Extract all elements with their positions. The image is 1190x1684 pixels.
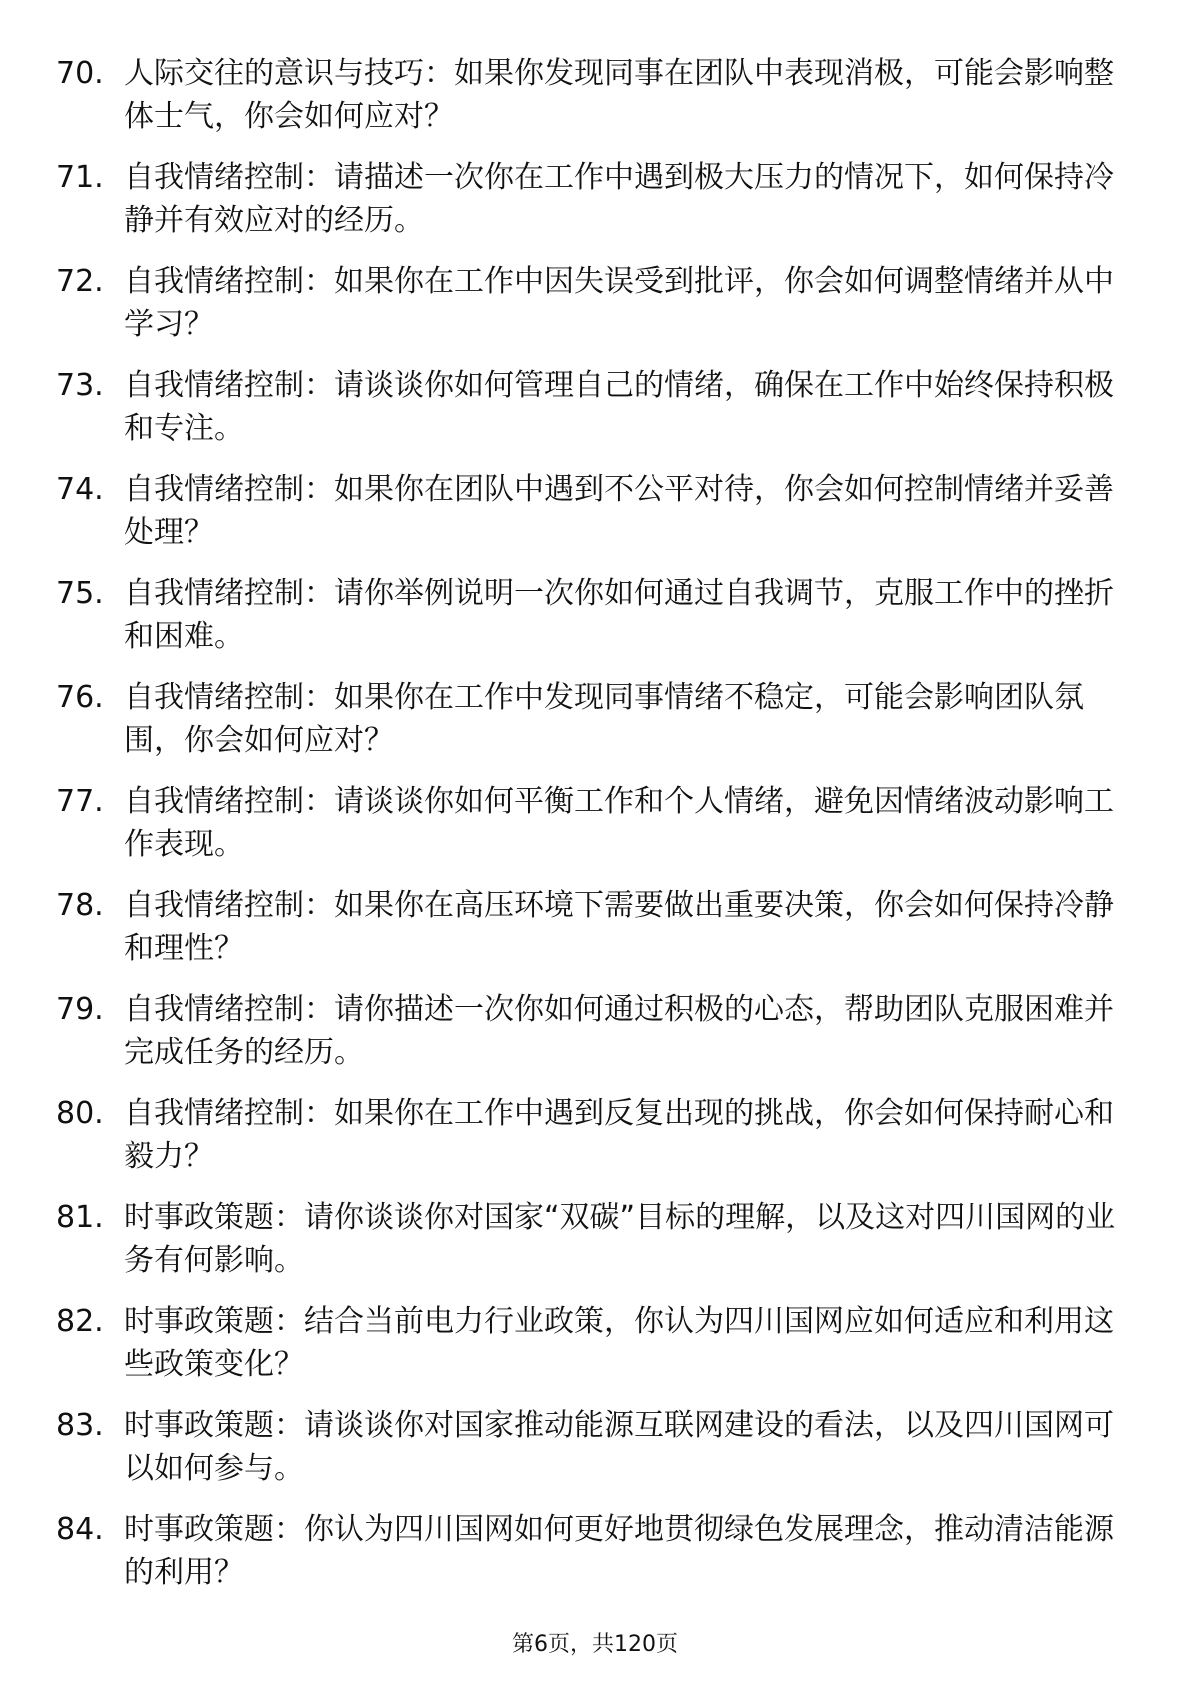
list-item xyxy=(56,1196,1116,1300)
question-text: 自我情绪控制：如果你在工作中因失误受到批评，你会如何调整情绪并从中学习？ xyxy=(124,264,1114,342)
question-text: 时事政策题：结合当前电力行业政策，你认为四川国网应如何适应和利用这些政策变化？ xyxy=(124,1304,1114,1382)
list-item xyxy=(56,1300,1116,1404)
list-item xyxy=(56,780,1116,884)
list-item xyxy=(56,156,1116,260)
list-item xyxy=(56,1508,1116,1612)
question-number: 70. xyxy=(56,56,104,91)
question-text: 自我情绪控制：如果你在高压环境下需要做出重要决策，你会如何保持冷静和理性？ xyxy=(124,888,1114,966)
question-number: 74. xyxy=(56,472,104,507)
question-number: 77. xyxy=(56,784,104,819)
question-number: 79. xyxy=(56,992,104,1027)
question-number: 78. xyxy=(56,888,104,923)
list-item xyxy=(56,260,1116,364)
list-item xyxy=(56,1092,1116,1196)
question-number: 76. xyxy=(56,680,104,715)
question-text: 自我情绪控制：如果你在工作中发现同事情绪不稳定，可能会影响团队氛围，你会如何应对？ xyxy=(124,680,1084,758)
list-item xyxy=(56,884,1116,988)
question-text: 自我情绪控制：如果你在工作中遇到反复出现的挑战，你会如何保持耐心和毅力？ xyxy=(124,1096,1114,1174)
question-text: 自我情绪控制：请谈谈你如何平衡工作和个人情绪，避免因情绪波动影响工作表现。 xyxy=(124,784,1114,862)
question-text: 自我情绪控制：如果你在团队中遇到不公平对待，你会如何控制情绪并妥善处理？ xyxy=(124,472,1114,550)
question-number: 84. xyxy=(56,1512,104,1547)
question-text: 人际交往的意识与技巧：如果你发现同事在团队中表现消极，可能会影响整体士气，你会如何应对？ xyxy=(124,56,1114,134)
page-footer xyxy=(0,1630,1190,1660)
list-item xyxy=(56,988,1116,1092)
question-text: 自我情绪控制：请你描述一次你如何通过积极的心态，帮助团队克服困难并完成任务的经历。 xyxy=(124,992,1114,1070)
list-item xyxy=(56,52,1116,156)
question-number: 73. xyxy=(56,368,104,403)
question-text: 自我情绪控制：请谈谈你如何管理自己的情绪，确保在工作中始终保持积极和专注。 xyxy=(124,368,1114,446)
list-item xyxy=(56,572,1116,676)
question-list xyxy=(56,52,1116,1612)
question-number: 83. xyxy=(56,1408,104,1443)
list-item xyxy=(56,1404,1116,1508)
list-item xyxy=(56,364,1116,468)
question-text: 自我情绪控制：请描述一次你在工作中遇到极大压力的情况下，如何保持冷静并有效应对的经历。 xyxy=(124,160,1114,238)
question-text: 时事政策题：请谈谈你对国家推动能源互联网建设的看法，以及四川国网可以如何参与。 xyxy=(124,1408,1114,1486)
question-number: 75. xyxy=(56,576,104,611)
question-text: 时事政策题：请你谈谈你对国家“双碳”目标的理解，以及这对四川国网的业务有何影响。 xyxy=(124,1200,1116,1278)
list-item xyxy=(56,676,1116,780)
question-number: 80. xyxy=(56,1096,104,1131)
question-number: 82. xyxy=(56,1304,104,1339)
question-text: 自我情绪控制：请你举例说明一次你如何通过自我调节，克服工作中的挫折和困难。 xyxy=(124,576,1114,654)
page-number-label: 第6页，共120页 xyxy=(512,1632,678,1657)
question-number: 72. xyxy=(56,264,104,299)
question-number: 71. xyxy=(56,160,104,195)
question-text: 时事政策题：你认为四川国网如何更好地贯彻绿色发展理念，推动清洁能源的利用？ xyxy=(124,1512,1114,1590)
list-item xyxy=(56,468,1116,572)
question-number: 81. xyxy=(56,1200,104,1235)
